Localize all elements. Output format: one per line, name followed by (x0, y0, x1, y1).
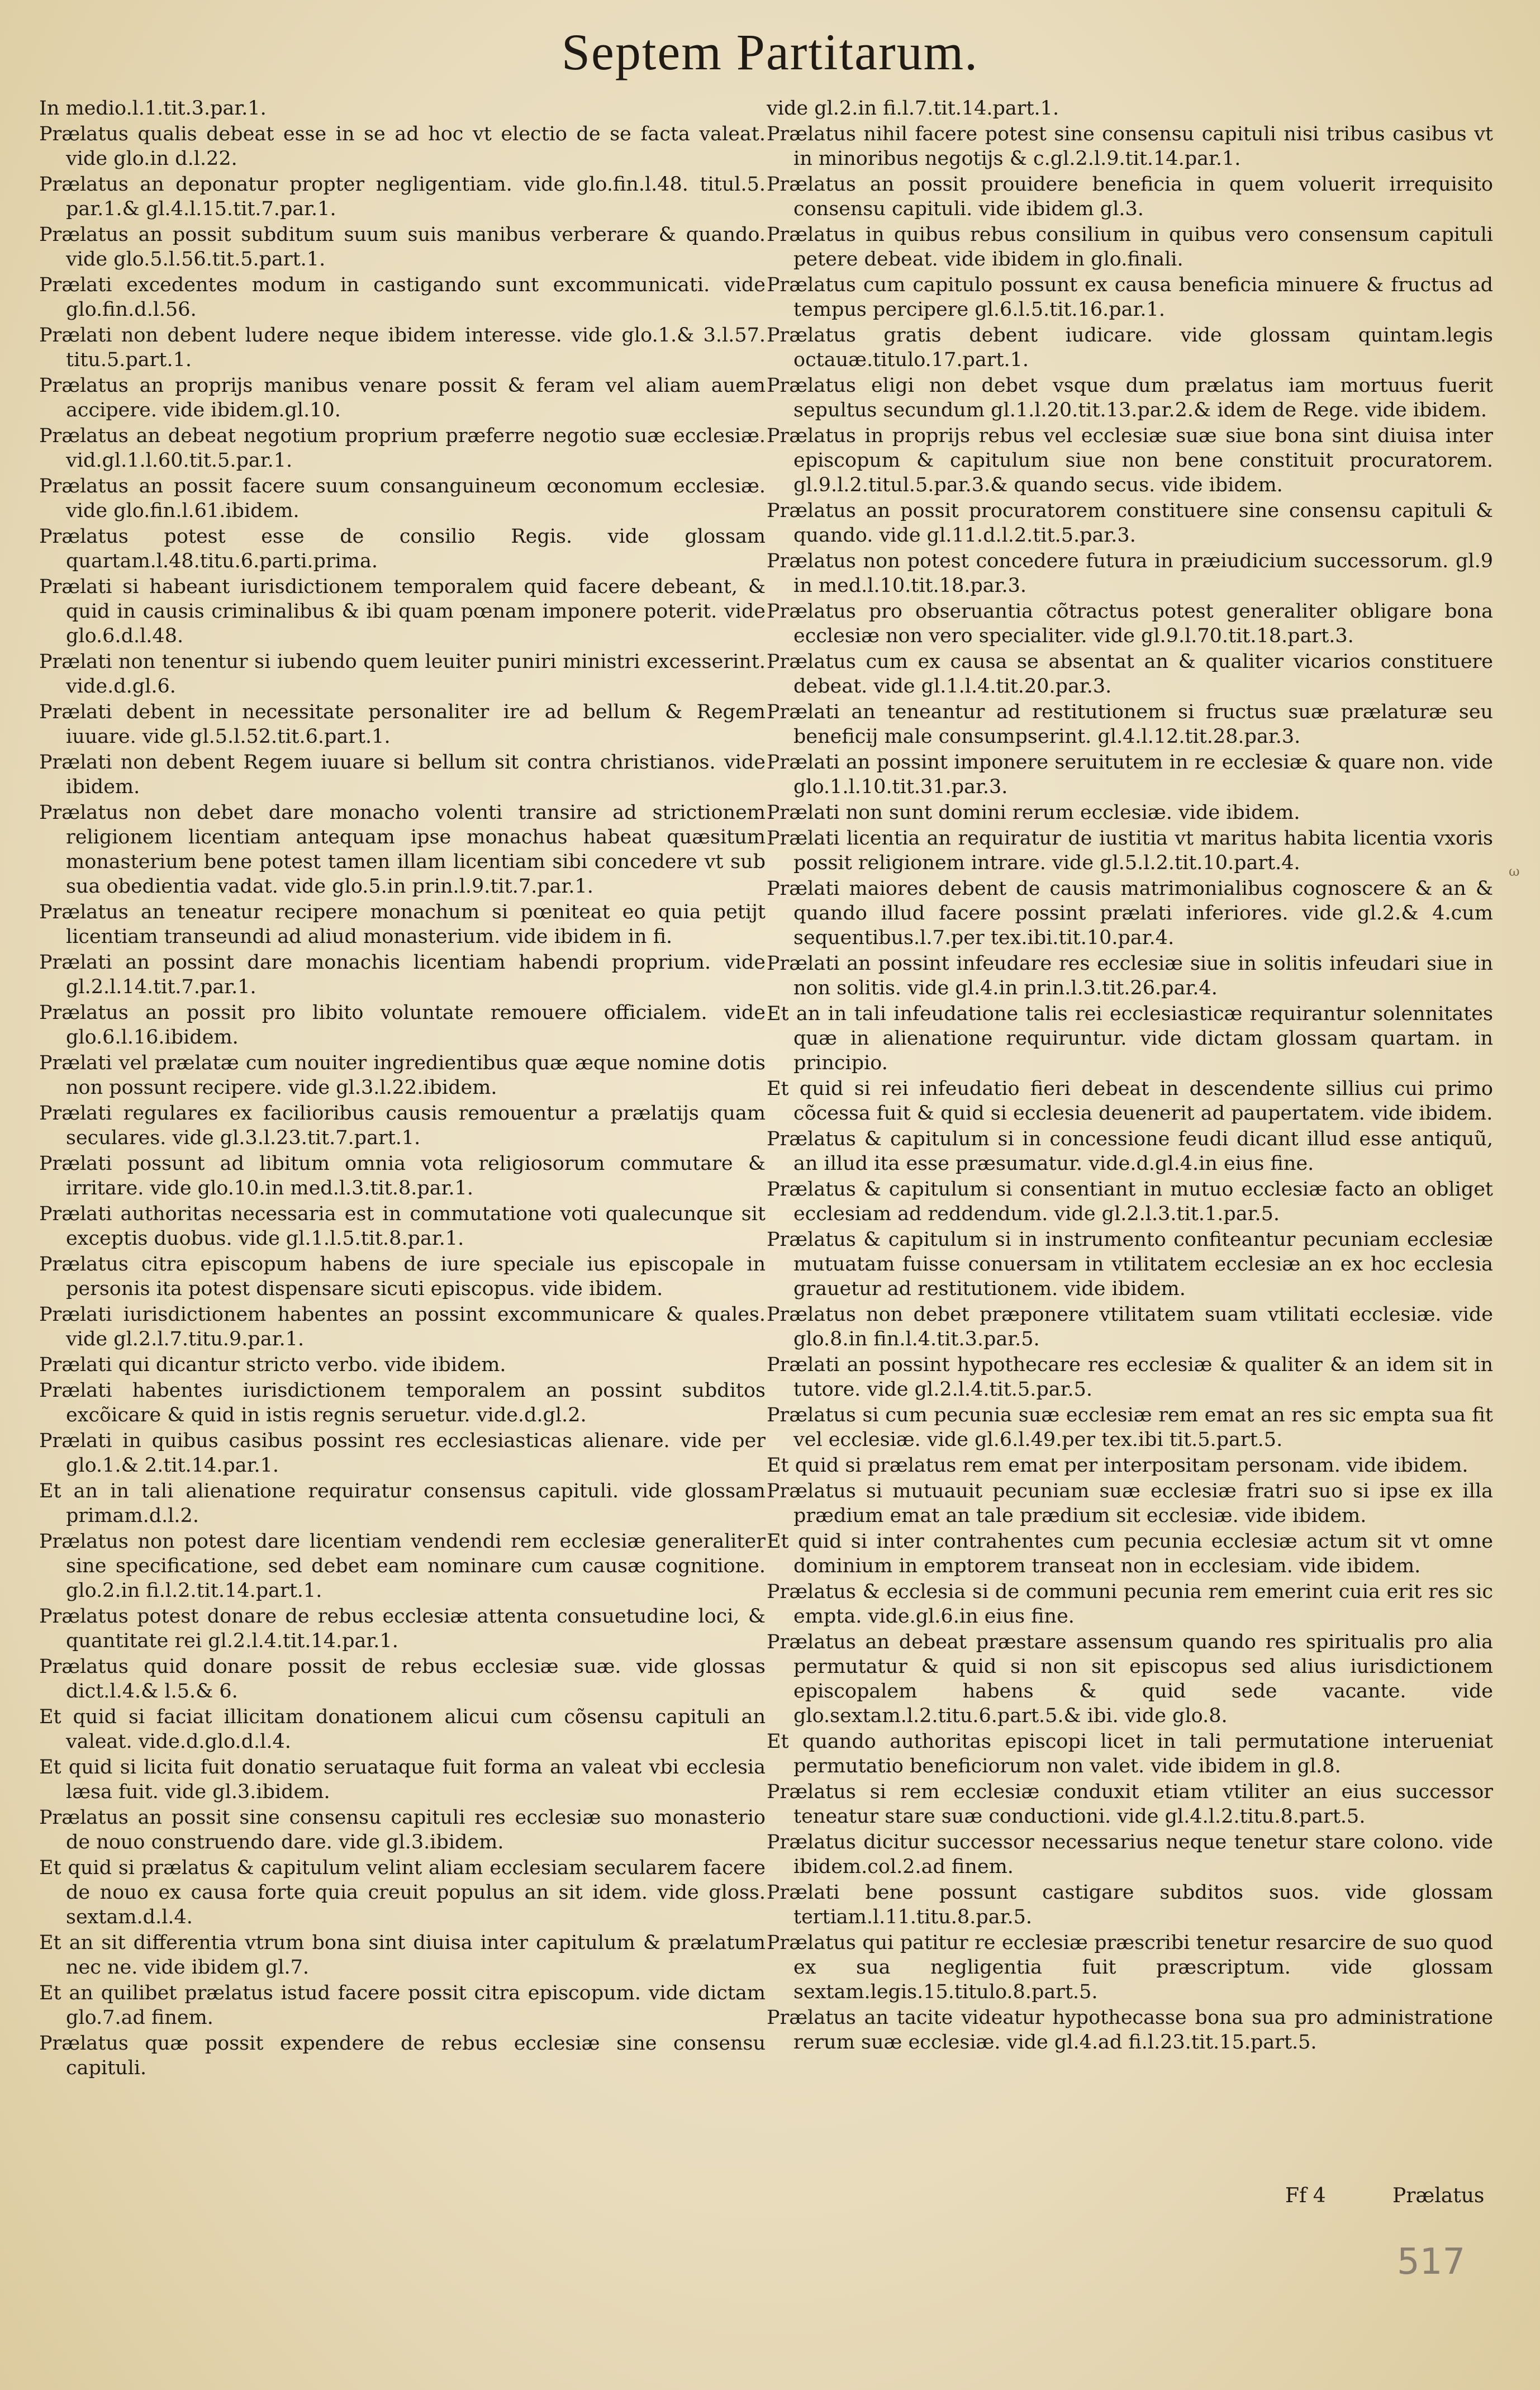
index-entry: Prælatus quid donare possit de rebus ecclesiæ suæ. vide glossas dict.l.4.& l.5.& 6. (39, 1656, 766, 1703)
index-entry: Et an in tali infeudatione talis rei ecclesiasticæ requirantur solennitates quæ in alienatione requiruntur. vide dictam glossam quartam. in principio. (767, 1003, 1493, 1074)
index-entry: vide gl.2.in fi.l.7.tit.14.part.1. (767, 97, 1059, 120)
index-column-right (767, 96, 1493, 2056)
index-entry: Prælatus & ecclesia si de communi pecunia rem emerint cuia erit res sic empta. vide.gl.6.in eius fine. (767, 1581, 1493, 1628)
index-entry: In medio.l.1.tit.3.par.1. (39, 97, 267, 120)
index-entry: Prælatus cum ex causa se absentat an & qualiter vicarios constituere debeat. vide gl.1.l.4.tit.20.par.3. (767, 651, 1493, 698)
index-entry: Prælatus an possit subditum suum suis manibus verberare & quando. vide glo.5.l.56.tit.5.part.1. (39, 224, 766, 271)
index-entry: Prælati an teneantur ad restitutionem si fructus suæ prælaturæ seu beneficij male consumpserint. gl.4.l.12.tit.28.par.3. (767, 701, 1493, 748)
index-entry: Prælatus an tacite videatur hypothecasse bona sua pro administratione rerum suæ ecclesiæ. vide gl.4.ad fi.l.23.tit.15.part.5. (767, 2007, 1493, 2054)
index-entry: Prælatus non debet dare monacho volenti transire ad strictionem religionem licentiam antequam ipse monachus habeat quæsitum monasterium bene potest tamen illam licentiam sibi concedere vt sub sua obedientia vadat. vide glo.5.in prin.l.9.tit.7.par.1. (39, 802, 766, 898)
index-entry: Prælatus an possit prouidere beneficia in quem voluerit irrequisito consensu capituli. vide ibidem gl.3. (767, 173, 1493, 220)
index-entry: Et quid si prælatus & capitulum velint aliam ecclesiam secularem facere de nouo ex causa forte quia creuit populus an sit idem. vide gloss. sextam.d.l.4. (39, 1857, 766, 1928)
index-entry: Prælati iurisdictionem habentes an possint excommunicare & quales. vide gl.2.l.7.titu.9.par.1. (39, 1303, 766, 1350)
index-entry: Prælatus an proprijs manibus venare possit & feram vel aliam auem accipere. vide ibidem.gl.10. (39, 374, 766, 421)
index-entry: Prælati an possint imponere seruitutem in re ecclesiæ & quare non. vide glo.1.l.10.tit.31.par.3. (767, 751, 1493, 798)
index-entry: Prælatus si cum pecunia suæ ecclesiæ rem emat an res sic empta sua fit vel ecclesiæ. vide gl.6.l.49.per tex.ibi tit.5.part.5. (767, 1404, 1493, 1451)
index-entry: Et an in tali alienatione requiratur consensus capituli. vide glossam primam.d.l.2. (39, 1480, 766, 1527)
index-entry: Prælatus an possit facere suum consanguineum œconomum ecclesiæ. vide glo.fin.l.61.ibidem. (39, 475, 766, 522)
signature-mark: Ff 4 (1285, 2184, 1326, 2207)
index-entry: Prælati maiores debent de causis matrimonialibus cognoscere & an & quando illud facere possint prælati inferiores. vide gl.2.& 4.cum sequentibus.l.7.per tex.ibi.tit.10.par.4. (767, 878, 1493, 949)
running-head: Septem Partitarum. (561, 23, 979, 80)
index-entry: Prælati non debent ludere neque ibidem interesse. vide glo.1.& 3.l.57. titu.5.part.1. (39, 324, 766, 371)
index-entry: Et an quilibet prælatus istud facere possit citra episcopum. vide dictam glo.7.ad finem. (39, 1982, 766, 2029)
index-entry: Prælati an possint dare monachis licentiam habendi proprium. vide gl.2.l.14.tit.7.par.1. (39, 951, 766, 998)
index-entry: Prælatus an possit procuratorem constituere sine consensu capituli & quando. vide gl.11.d.l.2.tit.5.par.3. (767, 500, 1493, 547)
index-entry: Prælati excedentes modum in castigando sunt excommunicati. vide glo.fin.d.l.56. (39, 274, 766, 321)
margin-mark: ω (1509, 864, 1520, 879)
index-entry: Prælati non debent Regem iuuare si bellum sit contra christianos. vide ibidem. (39, 751, 766, 798)
index-entry: Prælatus an possit pro libito voluntate remouere officialem. vide glo.6.l.16.ibidem. (39, 1002, 766, 1049)
index-entry: Prælatus non potest dare licentiam vendendi rem ecclesiæ generaliter sine specificatione, sed debet eam nominare cum causæ cognitione. glo.2.in fi.l.2.tit.14.part.1. (39, 1530, 766, 1602)
index-entry: Prælatus qualis debeat esse in se ad hoc vt electio de se facta valeat. vide glo.in d.l.22. (39, 123, 766, 170)
index-entry: Prælatus in quibus rebus consilium in quibus vero consensum capituli petere debeat. vide ibidem in glo.finali. (767, 224, 1493, 271)
index-entry: Prælatus eligi non debet vsque dum prælatus iam mortuus fuerit sepultus secundum gl.1.l.20.tit.13.par.2.& idem de Rege. vide ibidem. (767, 374, 1493, 421)
index-entry: Prælati habentes iurisdictionem temporalem an possint subditos excõicare & quid in istis regnis seruetur. vide.d.gl.2. (39, 1379, 766, 1426)
index-entry: Prælatus pro obseruantia cõtractus potest generaliter obligare bona ecclesiæ non vero specialiter. vide gl.9.l.70.tit.18.part.3. (767, 600, 1493, 647)
folio-number: 517 (1397, 2241, 1466, 2283)
index-entry: Prælatus & capitulum si consentiant in mutuo ecclesiæ facto an obliget ecclesiam ad reddendum. vide gl.2.l.3.tit.1.par.5. (767, 1178, 1493, 1225)
index-entry: Prælatus si rem ecclesiæ conduxit etiam vtiliter an eius successor teneatur stare suæ conductioni. vide gl.4.l.2.titu.8.part.5. (767, 1781, 1493, 1828)
index-entry: Prælatus potest donare de rebus ecclesiæ attenta consuetudine loci, & quantitate rei gl.2.l.4.tit.14.par.1. (39, 1605, 766, 1652)
index-entry: Prælatus dicitur successor necessarius neque tenetur stare colono. vide ibidem.col.2.ad finem. (767, 1831, 1493, 1878)
index-entry: Prælatus an deponatur propter negligentiam. vide glo.fin.l.48. titul.5. par.1.& gl.4.l.15.tit.7.par.1. (39, 173, 766, 220)
index-entry: Prælatus an possit sine consensu capituli res ecclesiæ suo monasterio de nouo construendo dare. vide gl.3.ibidem. (39, 1806, 766, 1853)
index-entry: Prælati vel prælatæ cum nouiter ingredientibus quæ æque nomine dotis non possunt recipere. vide gl.3.l.22.ibidem. (39, 1052, 766, 1099)
catchword: Prælatus (1392, 2184, 1485, 2207)
index-entry: Prælati possunt ad libitum omnia vota religiosorum commutare & irritare. vide glo.10.in med.l.3.tit.8.par.1. (39, 1153, 766, 1199)
index-entry: Prælatus an debeat negotium proprium præferre negotio suæ ecclesiæ. vid.gl.1.l.60.tit.5.par.1. (39, 425, 766, 472)
index-entry: Prælati licentia an requiratur de iustitia vt maritus habita licentia vxoris possit religionem intrare. vide gl.5.l.2.tit.10.part.4. (767, 827, 1493, 874)
index-entry: Prælati qui dicantur stricto verbo. vide ibidem. (39, 1354, 506, 1376)
index-entry: Prælatus & capitulum si in concessione feudi dicant illud esse antiquũ, an illud ita esse præsumatur. vide.d.gl.4.in eius fine. (767, 1128, 1493, 1175)
index-column-left (39, 96, 766, 2081)
index-entry: Prælatus cum capitulo possunt ex causa beneficia minuere & fructus ad tempus percipere gl.6.l.5.tit.16.par.1. (767, 274, 1493, 321)
index-entry: Prælatus an teneatur recipere monachum si pœniteat eo quia petijt licentiam transeundi ad aliud monasterium. vide ibidem in fi. (39, 901, 766, 948)
index-entry: Prælati in quibus casibus possint res ecclesiasticas alienare. vide per glo.1.& 2.tit.14.par.1. (39, 1430, 766, 1477)
index-entry: Prælati bene possunt castigare subditos suos. vide glossam tertiam.l.11.titu.8.par.5. (767, 1881, 1493, 1928)
index-entry: Prælatus qui patitur re ecclesiæ præscribi tenetur resarcire de suo quod ex sua negligentia fuit præscriptum. vide glossam sextam.legis.15.titulo.8.part.5. (767, 1932, 1493, 2003)
index-entry: Et quid si faciat illicitam donationem alicui cum cõsensu capituli an valeat. vide.d.glo.d.l.4. (39, 1706, 766, 1753)
index-entry: Prælatus in proprijs rebus vel ecclesiæ suæ siue bona sint diuisa inter episcopum & capitulum siue non bene constituit procuratorem. gl.9.l.2.titul.5.par.3.& quando secus. vide ibidem. (767, 425, 1493, 496)
index-entry: Prælatus citra episcopum habens de iure speciale ius episcopale in personis ita potest dispensare sicuti episcopus. vide ibidem. (39, 1253, 766, 1300)
index-entry: Prælatus gratis debent iudicare. vide glossam quintam.legis octauæ.titulo.17.part.1. (767, 324, 1493, 371)
index-entry: Prælati si habeant iurisdictionem temporalem quid facere debeant, & quid in causis criminalibus & ibi quam pœnam imponere poterit. vide glo.6.d.l.48. (39, 576, 766, 647)
index-entry: Et quid si inter contrahentes cum pecunia ecclesiæ actum sit vt omne dominium in emptorem transeat non in ecclesiam. vide ibidem. (767, 1530, 1493, 1577)
index-entry: Prælatus quæ possit expendere de rebus ecclesiæ sine consensu capituli. (39, 2032, 766, 2079)
index-entry: Prælati debent in necessitate personaliter ire ad bellum & Regem iuuare. vide gl.5.l.52.tit.6.part.1. (39, 701, 766, 748)
index-entry: Prælati non tenentur si iubendo quem leuiter puniri ministri excesserint. vide.d.gl.6. (39, 651, 766, 698)
index-entry: Prælati regulares ex facilioribus causis remouentur a prælatijs quam seculares. vide gl.3.l.23.tit.7.part.1. (39, 1102, 766, 1149)
index-entry: Et quando authoritas episcopi licet in tali permutatione interueniat permutatio beneficiorum non valet. vide ibidem in gl.8. (767, 1730, 1493, 1777)
index-entry: Prælatus an debeat præstare assensum quando res spiritualis pro alia permutatur & quid si non sit episcopus sed alius iurisdictionem episcopalem habens & quid sede vacante. vide glo.sextam.l.2.titu.6.part.5.& ibi. vide glo.8. (767, 1631, 1493, 1727)
index-entry: Et quid si licita fuit donatio seruataque fuit forma an valeat vbi ecclesia læsa fuit. vide gl.3.ibidem. (39, 1756, 766, 1803)
index-entry: Prælati authoritas necessaria est in commutatione voti qualecunque sit exceptis duobus. vide gl.1.l.5.tit.8.par.1. (39, 1203, 766, 1250)
index-entry: Prælati an possint hypothecare res ecclesiæ & qualiter & an idem sit in tutore. vide gl.2.l.4.tit.5.par.5. (767, 1354, 1493, 1401)
index-entry: Prælatus potest esse de consilio Regis. vide glossam quartam.l.48.titu.6.parti.prima. (39, 525, 766, 572)
index-entry: Et quid si prælatus rem emat per interpositam personam. vide ibidem. (767, 1454, 1468, 1477)
index-entry: Prælati non sunt domini rerum ecclesiæ. vide ibidem. (767, 802, 1300, 824)
index-entry: Prælatus non potest concedere futura in præiudicium successorum. gl.9 in med.l.10.tit.18.par.3. (767, 550, 1493, 597)
index-entry: Prælatus & capitulum si in instrumento confiteantur pecuniam ecclesiæ mutuatam fuisse conuersam in vtilitatem ecclesiæ an ex hoc ecclesia grauetur ad restitutionem. vide ibidem. (767, 1229, 1493, 1300)
index-entry: Prælatus non debet præponere vtilitatem suam vtilitati ecclesiæ. vide glo.8.in fin.l.4.tit.3.par.5. (767, 1303, 1493, 1350)
index-entry: Prælatus nihil facere potest sine consensu capituli nisi tribus casibus vt in minoribus negotijs & c.gl.2.l.9.tit.14.par.1. (767, 123, 1493, 170)
index-entry: Prælatus si mutuauit pecuniam suæ ecclesiæ fratri suo si ipse ex illa prædium emat an tale prædium sit ecclesiæ. vide ibidem. (767, 1480, 1493, 1527)
index-entry: Et an sit differentia vtrum bona sint diuisa inter capitulum & prælatum nec ne. vide ibidem gl.7. (39, 1932, 766, 1979)
index-entry: Et quid si rei infeudatio fieri debeat in descendente sillius cui primo cõcessa fuit & quid si ecclesia deuenerit ad paupertatem. vide ibidem. (767, 1078, 1493, 1125)
index-entry: Prælati an possint infeudare res ecclesiæ siue in solitis infeudari siue in non solitis. vide gl.4.in prin.l.3.tit.26.par.4. (767, 952, 1493, 999)
